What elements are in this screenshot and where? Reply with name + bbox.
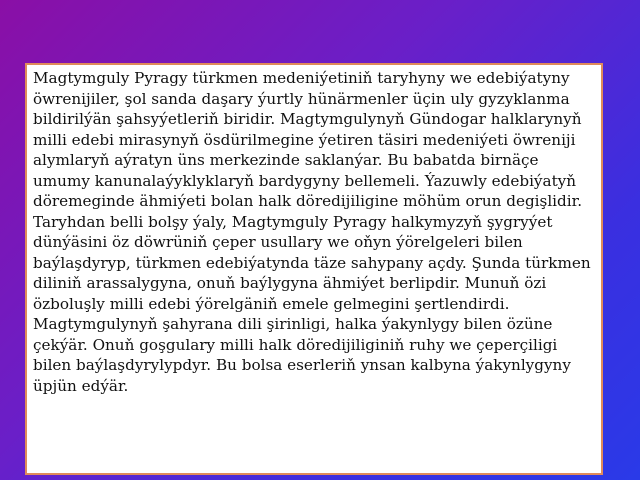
paragraph-1: Magtymguly Pyragy türkmen medeniýetiniň taryhyny we edebiýatyny öwrenijiler, şol sanda daşary ýurtly hünärmenler üçin uly gyzyklanma bildirilýän şahsyýetleriň biridir. Magtymgulynyň Gündogar halklarynyň milli edebi mirasynyň ösdürilmegine ýetiren täsiri medeniýeti öwreniji alymlaryň aýratyn üns merkezinde saklanýar. Bu babatda birnäçe umumy kanunalaýyklyklaryň bardygyny bellemeli. Ýazuwly edebiýatyň döremeginde ähmiýeti bolan halk döredijiligine möhüm orun degişlidir. [33,69,583,210]
paragraph-2: Taryhdan belli bolşy ýaly, Magtymguly Pyragy halkymyzyň şygryýet dünýäsini öz döwrüniň çeper usullary we oňyn ýörelgeleri bilen baýlaşdyryp, türkmen edebiýatynda täze sahypany açdy. Şunda türkmen diliniň arassalygyna, onuň baýlygyna ähmiýet berlipdir. Munuň özi özboluşly milli edebi ýörelgäniň emele gelmegini şertlendirdi. Magtymgulynyň şahyrana dili şirinligi, halka ýakynlygy bilen özüne çekýär. Onuň goşgulary milli halk döredijiliginiň ruhy we çeperçiligi bilen baýlaşdyrylypdyr. Bu bolsa eserleriň ynsan kalbyna ýakynlygyny üpjün edýär. [33,212,591,395]
text-box [25,63,603,475]
